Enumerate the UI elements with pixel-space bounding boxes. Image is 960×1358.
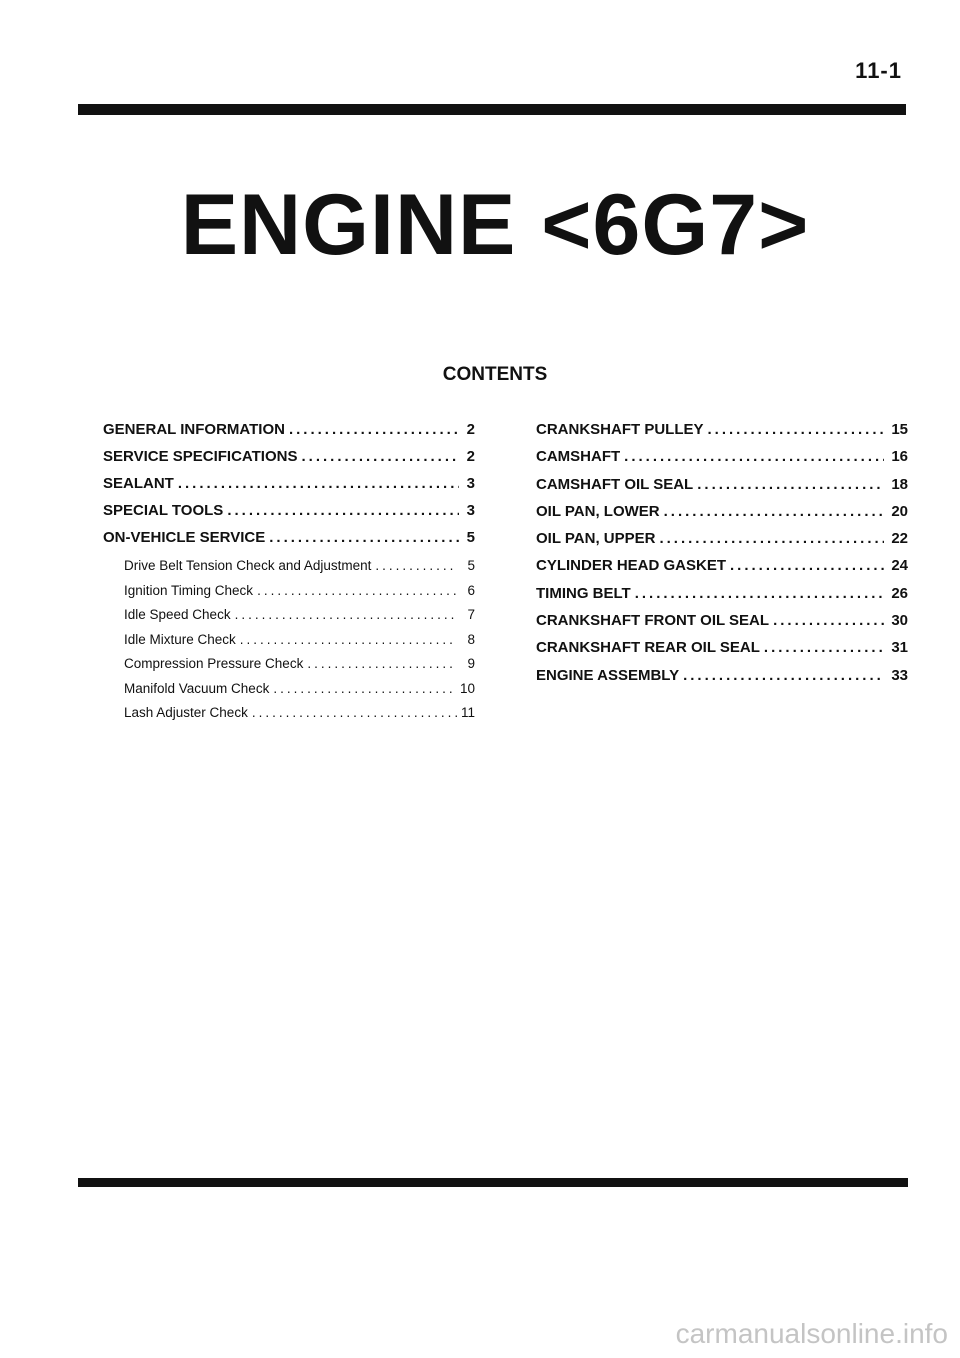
dot-leader: [301, 443, 459, 470]
dot-leader: [730, 552, 884, 579]
toc-subentry-lash-adjuster[interactable]: [103, 701, 475, 726]
toc-entry-label: Drive Belt Tension Check and Adjustment: [124, 558, 372, 573]
toc-right-column: [536, 416, 908, 689]
toc-entry-page: 2: [466, 421, 475, 438]
dot-leader: [273, 677, 456, 702]
toc-entry-crankshaft-pulley[interactable]: [536, 416, 908, 443]
toc-entry-page: 6: [467, 582, 475, 598]
toc-entry-cylinder-head-gasket[interactable]: [536, 552, 908, 579]
toc-left-column: [103, 416, 475, 726]
toc-entry-label: ON-VEHICLE SERVICE: [103, 529, 266, 546]
toc-entry-page: 22: [891, 530, 908, 548]
dot-leader: [240, 628, 457, 653]
dot-leader: [764, 634, 884, 661]
toc-entry-special-tools[interactable]: [103, 497, 475, 524]
toc-entry-page: 3: [466, 475, 475, 492]
dot-leader: [697, 471, 884, 498]
dot-leader: [178, 470, 459, 497]
dot-leader: [307, 652, 457, 677]
toc-entry-label: SEALANT: [103, 475, 174, 492]
toc-entry-page: 3: [466, 502, 475, 519]
toc-entry-page: 30: [891, 612, 908, 630]
toc-entry-label: OIL PAN, UPPER: [536, 530, 656, 548]
dot-leader: [708, 416, 885, 443]
toc-entry-label: SERVICE SPECIFICATIONS: [103, 448, 298, 465]
toc-subentry-idle-speed[interactable]: [103, 603, 475, 628]
toc-entry-label: Ignition Timing Check: [124, 582, 254, 598]
dot-leader: [664, 498, 884, 525]
toc-entry-page: 5: [467, 558, 475, 573]
dot-leader: [235, 603, 457, 628]
toc-subentry-manifold-vacuum[interactable]: [103, 677, 475, 702]
toc-entry-label: Manifold Vacuum Check: [124, 680, 270, 696]
toc-entry-label: Compression Pressure Check: [124, 656, 304, 671]
toc-entry-page: 9: [467, 656, 475, 671]
dot-leader: [773, 607, 884, 634]
toc-subentry-drive-belt[interactable]: [103, 554, 475, 579]
toc-entry-label: Idle Speed Check: [124, 607, 231, 622]
toc-entry-label: CYLINDER HEAD GASKET: [536, 557, 727, 575]
toc-entry-page: 15: [891, 421, 908, 438]
top-rule: [78, 104, 906, 115]
dot-leader: [624, 443, 884, 470]
toc-entry-timing-belt[interactable]: [536, 580, 908, 607]
toc-entry-label: CRANKSHAFT REAR OIL SEAL: [536, 639, 760, 657]
toc-entry-page: 11: [460, 705, 475, 720]
site-watermark: carmanualsonline.info: [675, 1318, 948, 1349]
toc-subentry-ignition-timing[interactable]: [103, 579, 475, 604]
dot-leader: [252, 701, 457, 726]
toc-entry-label: TIMING BELT: [536, 584, 631, 602]
toc-entry-crankshaft-rear-oil-seal[interactable]: [536, 634, 908, 661]
contents-heading: CONTENTS: [442, 364, 548, 385]
toc-entry-general-information[interactable]: [103, 416, 475, 443]
toc-entry-camshaft-oil-seal[interactable]: [536, 471, 908, 498]
toc-entry-engine-assembly[interactable]: [536, 662, 908, 689]
toc-entry-page: 20: [891, 502, 908, 520]
toc-entry-page: 5: [466, 529, 475, 546]
toc-entry-label: GENERAL INFORMATION: [103, 421, 285, 438]
toc-subentry-idle-mixture[interactable]: [103, 628, 475, 653]
toc-entry-label: CRANKSHAFT FRONT OIL SEAL: [536, 612, 770, 630]
toc-entry-page: 31: [891, 639, 908, 657]
toc-entry-page: 24: [891, 557, 908, 575]
toc-entry-page: 33: [891, 666, 908, 684]
toc-sub-list: [103, 554, 475, 726]
toc-entry-label: CAMSHAFT OIL SEAL: [536, 475, 694, 493]
section-title: ENGINE <6G7>: [180, 177, 810, 273]
toc-subentry-compression-pressure[interactable]: [103, 652, 475, 677]
dot-leader: [635, 580, 884, 607]
toc-entry-on-vehicle-service[interactable]: [103, 524, 475, 551]
toc-entry-page: 2: [466, 448, 475, 465]
toc-entry-label: ENGINE ASSEMBLY: [536, 666, 680, 684]
dot-leader: [375, 554, 457, 579]
toc-entry-page: 7: [467, 607, 475, 622]
toc-entry-crankshaft-front-oil-seal[interactable]: [536, 607, 908, 634]
toc-entry-label: Idle Mixture Check: [124, 631, 236, 647]
toc-entry-oil-pan-lower[interactable]: [536, 498, 908, 525]
toc-entry-service-specifications[interactable]: [103, 443, 475, 470]
toc-entry-page: 16: [891, 448, 908, 466]
toc-entry-camshaft[interactable]: [536, 443, 908, 470]
toc-entry-page: 18: [891, 475, 908, 493]
dot-leader: [257, 579, 457, 604]
toc-entry-page: 26: [891, 584, 908, 602]
toc-entry-label: OIL PAN, LOWER: [536, 502, 660, 520]
bottom-rule: [78, 1178, 908, 1187]
page-number: 11-1: [855, 58, 902, 83]
dot-leader: [683, 662, 884, 689]
toc-entry-page: 8: [467, 631, 475, 647]
dot-leader: [269, 524, 459, 551]
toc-entry-label: CRANKSHAFT PULLEY: [536, 421, 704, 438]
toc-entry-oil-pan-upper[interactable]: [536, 525, 908, 552]
toc-entry-label: SPECIAL TOOLS: [103, 502, 224, 519]
dot-leader: [659, 525, 884, 552]
dot-leader: [227, 497, 459, 524]
toc-entry-label: Lash Adjuster Check: [124, 705, 248, 720]
dot-leader: [289, 416, 459, 443]
toc-entry-sealant[interactable]: [103, 470, 475, 497]
toc-entry-label: CAMSHAFT: [536, 448, 621, 466]
toc-entry-page: 10: [459, 680, 475, 696]
